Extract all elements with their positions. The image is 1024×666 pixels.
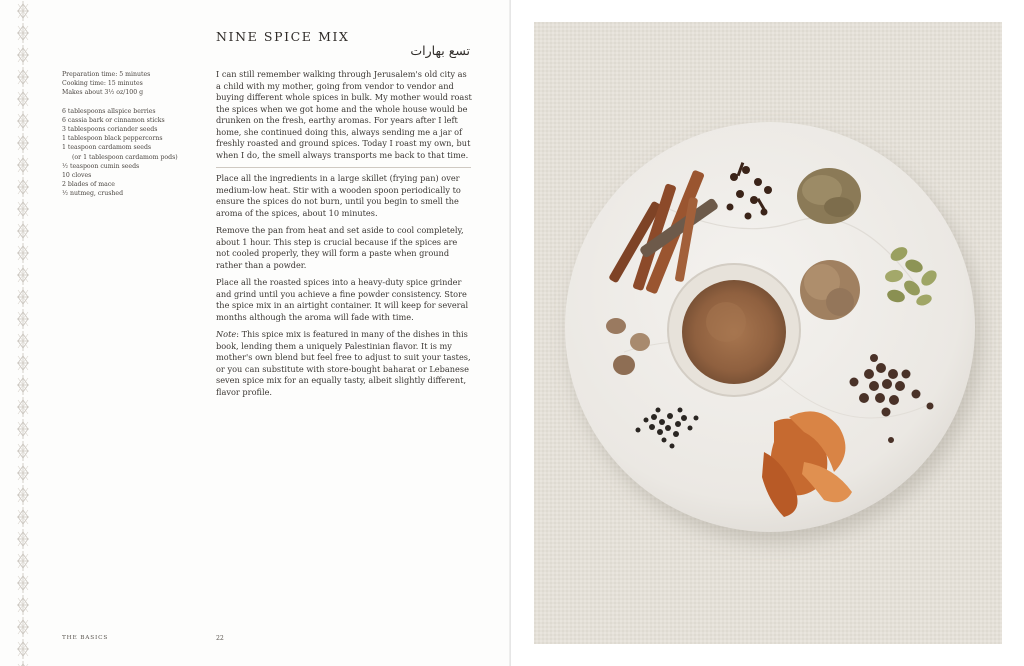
ingredient-item: 2 blades of mace xyxy=(62,181,115,189)
recipe-body xyxy=(216,69,472,404)
cook-time: Cooking time: 15 minutes xyxy=(62,80,143,88)
spice-photo xyxy=(534,22,1002,644)
section-label: THE BASICS xyxy=(62,635,109,641)
intro-paragraph: I can still remember walking through Jerusalem's old city as a child with my mother, going from vendor to vendor and buying different whole spices in bulk. My mother would roast the spices when we got home and the whole house would be drunken on the fresh, earthy aromas. For years after I left home, she continued doing this, always sending me a jar of freshly roasted and ground spices. Today I roast my own, but when I do, the smell always transports me back to that time. xyxy=(216,69,472,160)
ingredient-item: ½ teaspoon cumin seeds xyxy=(62,162,140,170)
method-step: Place all the roasted spices into a heavy-duty spice grinder and grind until you achieve a fine powder consistency. Store the spice mix in an airtight container. It will keep for several months although the aroma will fade with time. xyxy=(216,277,469,322)
divider xyxy=(216,167,471,168)
page-number: 22 xyxy=(216,635,224,642)
ingredient-item: 6 cassia bark or cinnamon sticks xyxy=(62,116,165,124)
ingredient-item: 10 cloves xyxy=(62,172,92,180)
ingredient-item: 1 teaspoon cardamom seeds xyxy=(62,144,152,152)
ingredient-item: (or 1 tablespoon cardamom pods) xyxy=(72,153,178,161)
note-label: Note xyxy=(216,329,237,339)
note-text: : This spice mix is featured in many of the dishes in this book, lending them a uniquely Palestinian flavor. It is my mother's own blend but feel free to adjust to suit your tastes, or you can substitute with store-bought baharat or Lebanese seven spice mix for an equally tasty, albeit slightly different, flavor profile. xyxy=(216,329,471,397)
coriander-seeds xyxy=(800,260,860,320)
decorative-border-pattern xyxy=(14,0,32,666)
recipe-meta xyxy=(62,70,207,199)
method-step: Place all the ingredients in a large skillet (frying pan) over medium-low heat. Stir with a wooden spoon periodically to ensure the spices do not burn, until you begin to smell the aroma of the spices, about 10 minutes. xyxy=(216,173,461,218)
ingredient-item: 6 tablespoons allspice berries xyxy=(62,107,156,115)
ingredient-item: 1 tablespoon black peppercorns xyxy=(62,135,163,143)
recipe-title: NINE SPICE MIX xyxy=(216,29,350,44)
note-paragraph xyxy=(216,329,472,398)
spice-bowl xyxy=(668,264,800,396)
yield: Makes about 3½ oz/100 g xyxy=(62,89,144,97)
ingredient-item: ½ nutmeg, crushed xyxy=(62,190,124,198)
left-page xyxy=(0,0,511,666)
cumin-seeds xyxy=(797,168,861,224)
method-step: Remove the pan from heat and set aside to cool completely, about 1 hour. This step is crucial because if the spices are not cooled properly, they will form a paste when ground rather than a powder. xyxy=(216,225,464,270)
ingredient-item: 3 tablespoons coriander seeds xyxy=(62,126,158,134)
recipe-title-arabic: تسع بهارات xyxy=(410,43,470,58)
prep-time: Preparation time: 5 minutes xyxy=(62,71,151,78)
